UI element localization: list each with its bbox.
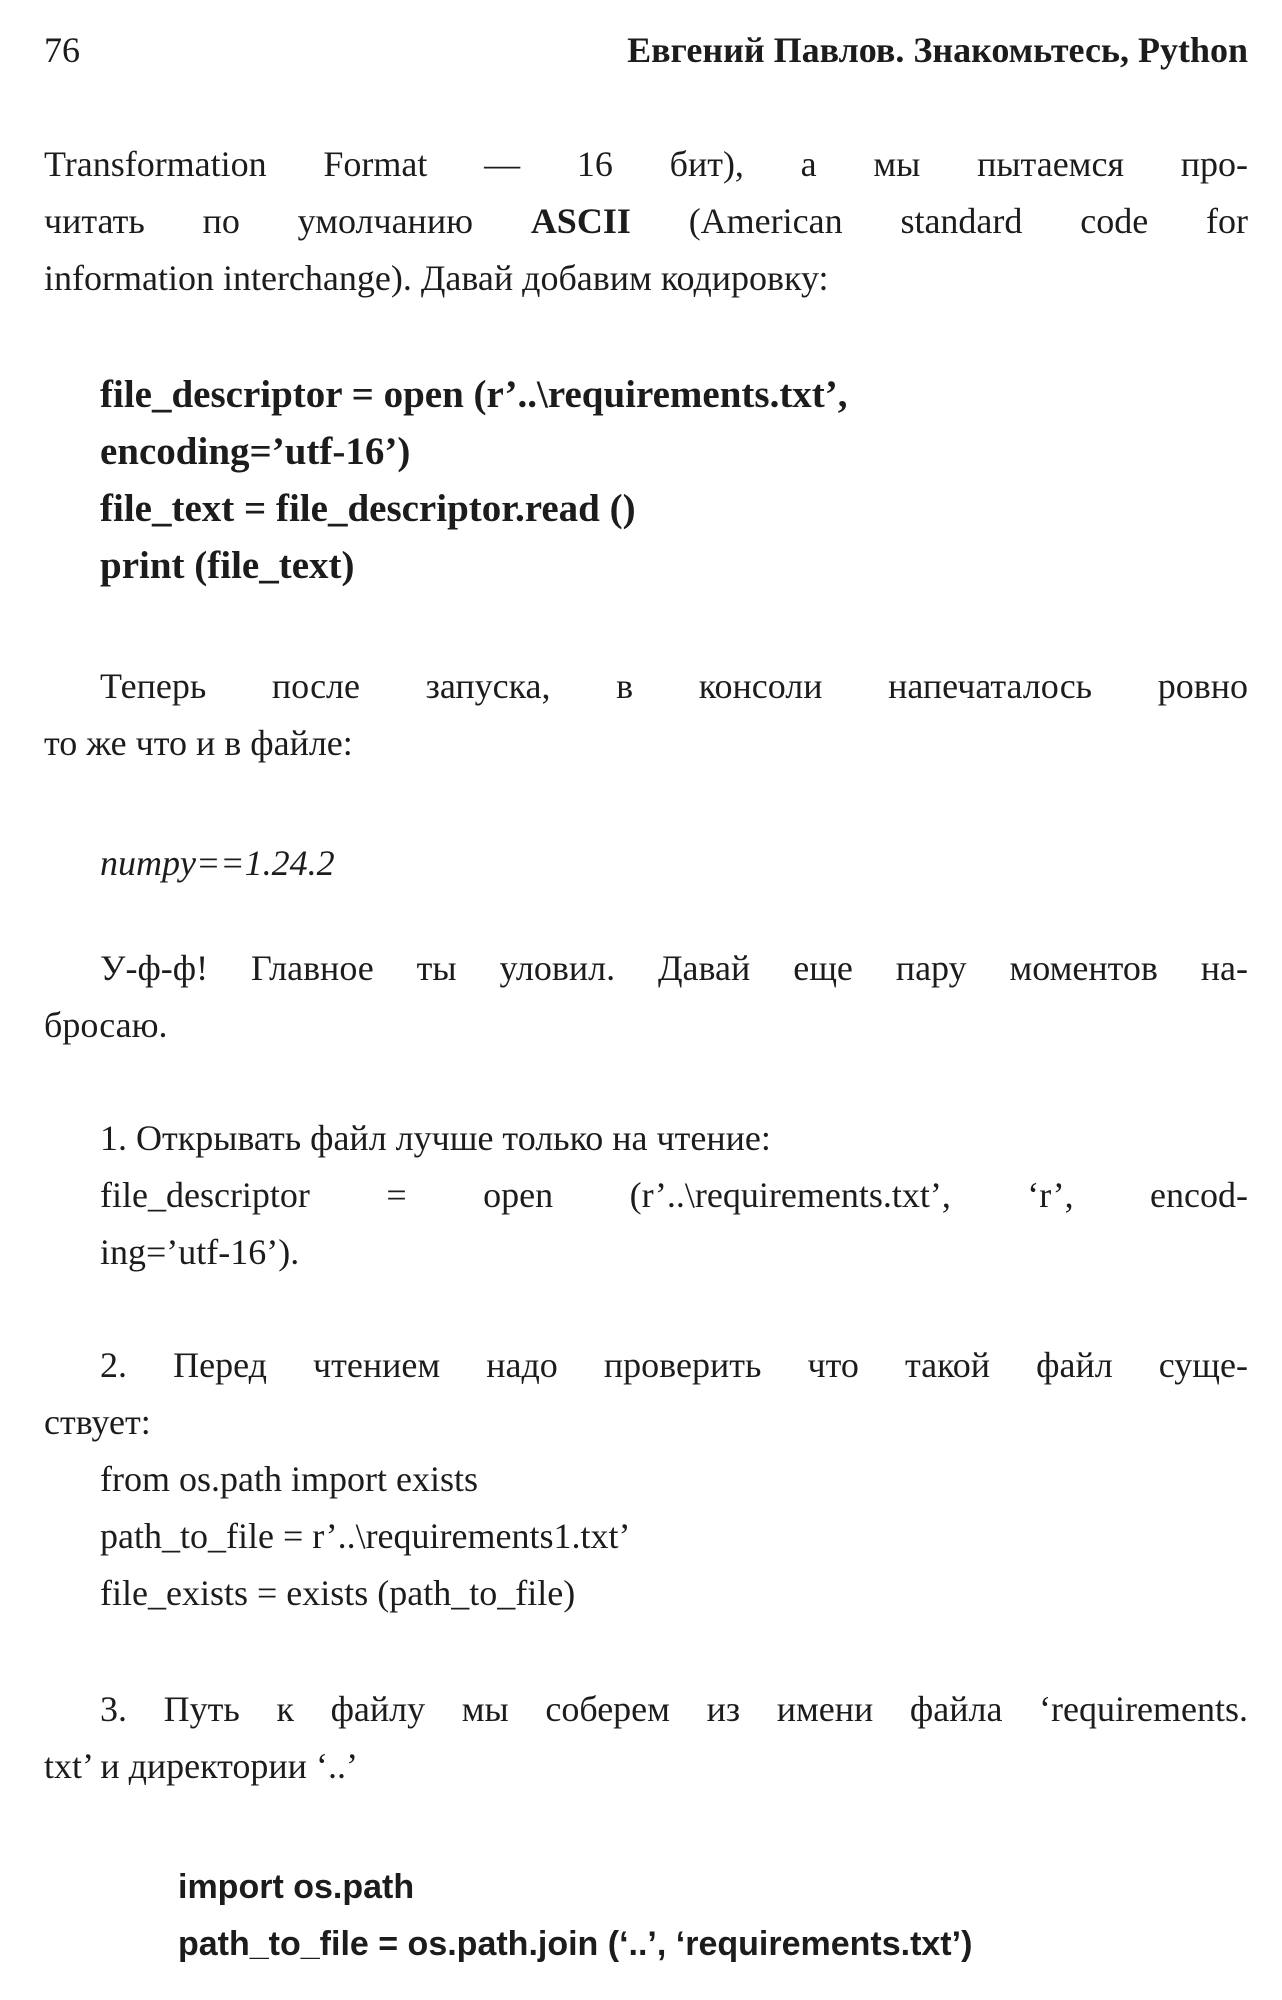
running-title: Евгений Павлов. Знакомьтесь, Python [627, 30, 1248, 70]
paragraph-intro [44, 136, 1248, 307]
text-span: читать по умолчанию [44, 201, 531, 241]
text-line: ствует: [44, 1402, 151, 1442]
text-line: from os.path import exists [100, 1459, 478, 1499]
code-line: import os.path [178, 1868, 415, 1906]
code-line: file_descriptor = open (r’..\requirements.txt’, [100, 373, 848, 416]
code-line: path_to_file = os.path.join (‘..’, ‘requirements.txt’) [178, 1925, 973, 1963]
list-item-2 [44, 1337, 1248, 1622]
code-line: print (file_text) [100, 544, 355, 587]
text-line: file_descriptor = open (r’..\requirements.txt’, ‘r’, encod- [100, 1175, 1248, 1215]
text-line: Transformation Format — 16 бит), а мы пытаемся про- [44, 144, 1248, 184]
text-line [44, 193, 1248, 250]
text-line: 2. Перед чтением надо проверить что такой файл суще- [100, 1345, 1248, 1385]
text-line: 3. Путь к файлу мы соберем из имени файла ‘requirements. [100, 1689, 1248, 1729]
code-block-join [44, 1859, 1248, 1973]
code-line: encoding=’utf-16’) [100, 430, 411, 473]
text-line: бросаю. [44, 1005, 168, 1045]
ascii-term: ASCII [530, 201, 631, 241]
paragraph-console [44, 658, 1248, 772]
text-line: У-ф-ф! Главное ты уловил. Давай еще пару моментов на- [100, 948, 1248, 988]
paragraph-uff [44, 940, 1248, 1054]
text-line: file_exists = exists (path_to_file) [100, 1573, 576, 1613]
text-span: (American standard code for [630, 201, 1248, 241]
text-line: txt’ и директории ‘..’ [44, 1746, 358, 1786]
list-item-3 [44, 1681, 1248, 1795]
console-output-block [44, 835, 1248, 892]
page-number: 76 [44, 30, 80, 70]
console-output-line: numpy==1.24.2 [100, 843, 335, 883]
text-line: information interchange). Давай добавим кодировку: [44, 258, 829, 298]
code-block-utf16 [44, 366, 1248, 594]
text-line: path_to_file = r’..\requirements1.txt’ [100, 1516, 631, 1556]
page-header [44, 22, 1248, 79]
text-line: 1. Открывать файл лучше только на чтение: [100, 1118, 771, 1158]
text-line: Теперь после запуска, в консоли напечаталось ровно [100, 666, 1248, 706]
list-item-1 [44, 1110, 1248, 1281]
code-line: file_text = file_descriptor.read () [100, 487, 636, 530]
text-line: то же что и в файле: [44, 723, 353, 763]
text-line: ing=’utf-16’). [100, 1232, 300, 1272]
